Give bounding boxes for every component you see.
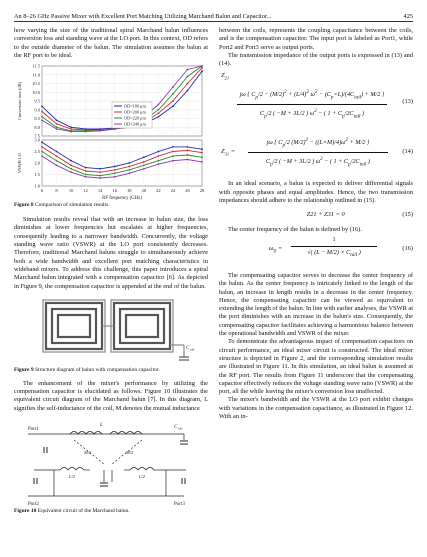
bottom-panel-y-tick-label: 1.0 <box>34 183 40 189</box>
figure-10-caption: Figure 10 Equivalent circuit of the Marchand balun. <box>14 508 130 515</box>
top-panel-point <box>172 106 174 108</box>
x-tick-label: 22 <box>156 188 161 194</box>
top-panel-point <box>187 69 189 71</box>
top-panel-point <box>157 104 159 106</box>
bottom-panel-point <box>201 161 203 163</box>
top-panel-point <box>56 123 58 125</box>
top-panel-y-tick-label: 8.5 <box>34 116 40 122</box>
top-panel-point <box>201 67 203 69</box>
right-paragraph-6: To demonstrate the advantageous impact of compensation capacitors on circuit performance, an ideal mixer circuit is constructed. The ideal mixer structure is depicted in Figure 2, and the corresponding simulation results are illustrated in Figure 11. In this simulation, an ideal balun is assumed at the RF port. The results from Figure 11 underscore that the compensating capacitor effectively reduces the voltage standing wave ratio (VSWR) at the port, all the while leaving the mixer's conversion loss unaffected. <box>219 338 413 396</box>
bottom-panel-point <box>41 142 43 144</box>
svg-text:tail: tail <box>190 347 195 352</box>
top-panel-point <box>41 116 43 118</box>
x-tick-label: 14 <box>97 188 103 194</box>
bottom-panel-point <box>70 171 72 173</box>
figure-9-diagram <box>14 295 208 365</box>
bottom-panel-point <box>187 146 189 148</box>
bottom-panel-y-tick-label: 3.0 <box>34 137 40 143</box>
bottom-panel-point <box>201 157 203 159</box>
figure-9-caption: Figure 9 Structure diagram of balun with compensation capacitor. <box>14 366 160 373</box>
capacitor-symbol <box>179 357 189 360</box>
bottom-panel-point <box>56 151 58 153</box>
bottom-panel-y-tick-label: 2.5 <box>34 149 40 155</box>
top-panel-point <box>114 128 116 130</box>
bottom-panel-point <box>157 160 159 162</box>
x-tick-label: 16 <box>112 188 117 194</box>
bottom-panel-point <box>99 171 101 173</box>
running-title: An 8–26 GHz Passive Mixer with Excellent Port Matching Utilizing Marchand Balun and Capacitor... <box>14 13 272 20</box>
bottom-panel-point <box>99 168 101 170</box>
right-paragraph-3: In an ideal scenario, a balun is expected to deliver differential signals with opposite phases and equal amplitudes. Hence, the two transmission impedances should adhere to the relationship outlined in (15). <box>219 180 413 205</box>
bottom-panel-y-tick-label: 1.5 <box>34 172 40 178</box>
svg-text:L/2: L/2 <box>69 474 76 480</box>
x-tick-label: 10 <box>68 188 74 194</box>
bottom-panel-point <box>41 151 43 153</box>
top-panel-y-axis-label: Conversion loss (dB) <box>17 82 22 121</box>
bottom-panel-point <box>56 160 58 162</box>
bottom-panel-point <box>187 150 189 152</box>
bottom-panel-point <box>172 155 174 157</box>
bottom-panel-point <box>85 174 87 176</box>
top-panel-point <box>99 130 101 132</box>
bottom-panel-point <box>187 159 189 161</box>
bottom-panel-point <box>85 167 87 169</box>
bottom-panel-point <box>70 168 72 170</box>
bottom-panel-point <box>201 148 203 150</box>
bottom-panel-point <box>172 146 174 148</box>
bottom-panel-point <box>56 155 58 157</box>
x-axis-label: RF frequency (GHz) <box>102 196 142 202</box>
running-header <box>14 8 413 20</box>
top-panel-point <box>187 76 189 78</box>
svg-text:L: L <box>100 423 103 429</box>
top-panel-point <box>187 90 189 92</box>
right-paragraph-7: The mixer's bandwidth and the VSWR at the LO port exhibit changes with variations in the compensation capacitance, as illustrated in Figure 12. With an in- <box>219 396 413 421</box>
bottom-panel-y-tick-label: 2.0 <box>34 160 40 166</box>
right-paragraph-4: The center frequency of the balun is defined by (16). <box>228 225 362 233</box>
top-panel-point <box>85 131 87 133</box>
top-panel-point <box>157 116 159 118</box>
top-panel-point <box>172 93 174 95</box>
x-tick-label: 26 <box>185 188 190 194</box>
bottom-panel-point <box>85 176 87 178</box>
right-paragraph-5: The compensating capacitor serves to decrease the center frequency of the balun. As the center frequency is intricately linked to the length of the balun, an increase in length results in a decrease in the center frequency. Hence, the compensating capacitor can be viewed as equivalent to extending the length of the balun. In line with earlier analyses, the VSWR at the port diminishes with an increase in the balun's size. Consequently, the compensating capacitor facilitates achieving a harmonious balance between the operational bandwidth and VSWR of the mixer. <box>219 271 413 338</box>
top-panel-y-tick-label: 9.0 <box>34 107 40 113</box>
bottom-panel-series-2 <box>42 152 202 176</box>
top-panel-point <box>157 109 159 111</box>
bottom-panel-point <box>157 163 159 165</box>
svg-text:Port2: Port2 <box>28 502 39 508</box>
equation-14: $Z_{31}$ = jω { $C_p/2$ $(M/2)^2 - ((L\times M)/4)\omega^2 + M/2$ } $C_p/2$ ( −M + 3L/2 ) $\omega^2$ − ( $1 + C_p/2C_{tail}$ ) (14) <box>221 137 413 168</box>
figure-8-chart <box>14 62 208 202</box>
top-panel-y-tick-label: 11.5 <box>32 63 40 69</box>
header-rule <box>14 21 413 22</box>
top-panel-y-tick-label: 9.5 <box>34 98 40 104</box>
bottom-panel-point <box>99 177 101 179</box>
svg-text:Port3: Port3 <box>174 502 185 508</box>
right-paragraph-1: between the coils, represents the coupling capacitance between the coils, and is the compensation capacitor. The input port is labeled as Port1, while Port2 and Port3 serve as output ports. <box>219 27 413 51</box>
top-panel-y-tick-label: 10.0 <box>32 90 40 96</box>
figure-8-caption: Figure 8 Comparison of simulation results. <box>14 202 110 209</box>
right-column <box>219 27 413 421</box>
bottom-panel-point <box>128 166 130 168</box>
legend-label: OD=180 μm <box>124 103 146 109</box>
bottom-panel-point <box>201 152 203 154</box>
x-tick-label: 8 <box>55 188 58 194</box>
top-panel-point <box>56 127 58 129</box>
equation-13: $Z_{21}$ jω { $C_p/2 - (M/2)^2 + (L/4)^2$ $\omega^2 - (C_p\times L)/(4C_{tail}) + M/2$ } $C_p/2$ ( −M + 3L/2 ) $\omega^2$ − ( $1 + C_p/2C_{tail}$ ) (13) <box>221 72 413 120</box>
bottom-panel-y-axis-label: VSWR LO <box>17 153 22 174</box>
top-panel-point <box>56 120 58 122</box>
bottom-panel-point <box>172 160 174 162</box>
svg-text:L/2: L/2 <box>139 474 146 480</box>
bottom-panel-point <box>128 173 130 175</box>
svg-text:tail: tail <box>178 426 183 431</box>
bottom-panel-point <box>114 176 116 178</box>
bottom-panel-point <box>70 160 72 162</box>
bottom-panel-series-3 <box>42 156 202 178</box>
x-tick-label: 6 <box>40 188 44 194</box>
svg-text:M/2: M/2 <box>126 450 134 456</box>
bottom-panel-point <box>172 151 174 153</box>
bottom-panel-point <box>85 170 87 172</box>
bottom-panel-point <box>41 146 43 148</box>
bottom-panel-point <box>157 155 159 157</box>
bottom-panel-point <box>143 161 145 163</box>
left-paragraph-2: Simulation results reveal that with an increase in balun size, the loss diminishes at lower frequencies but escalates at higher frequencies, consequently leading to a narrower bandwidth. Concurrently, the voltage standing wave ratio (VSWR) at the LO port consistently decreases. Therefore, traditional Marchand baluns struggle to simultaneously achieve both a wide bandwidth and excellent port matching characteristics in wideband mixers. To address this challenge, this paper introduces a spiral Marchand balun integrated with a compensation capacitor [6]. As depicted in Figure 9, the compensation capacitor is appended at the end of the balun. <box>14 216 208 290</box>
bottom-panel-point <box>143 168 145 170</box>
bottom-panel-point <box>114 166 116 168</box>
bottom-panel-point <box>128 162 130 164</box>
top-panel-point <box>70 128 72 130</box>
bottom-panel-point <box>41 155 43 157</box>
left-paragraph-3: The enhancement of the mixer's performance by utilizing the compensation capacitor is elucidated as follows. Figure 10 illustrates the equivalent circuit diagram of the Marchand balun [7]. In this diagram, L signifies the self-inductance of the coil, M denotes the mutual inductance <box>14 379 208 412</box>
right-paragraph-2: The transmission impedance of the output ports is expressed in (13) and (14). <box>219 51 413 68</box>
legend-label: OD=240 μm <box>124 121 146 127</box>
top-panel-point <box>172 86 174 88</box>
svg-text:M/2: M/2 <box>84 450 92 456</box>
bottom-panel-point <box>143 157 145 159</box>
svg-text:Port1: Port1 <box>28 427 39 433</box>
svg-text:C: C <box>174 425 178 431</box>
x-tick-label: 12 <box>83 188 88 194</box>
left-column <box>14 27 208 515</box>
bottom-panel-point <box>157 151 159 153</box>
bottom-panel-series-1 <box>42 147 202 172</box>
figure-10-circuit <box>14 416 208 508</box>
top-panel-point <box>201 65 203 67</box>
top-panel-point <box>157 113 159 115</box>
page-number: 425 <box>403 13 413 20</box>
top-panel-point <box>41 120 43 122</box>
bottom-panel-point <box>128 169 130 171</box>
equation-15: Z21 + Z31 = 0 (15) <box>306 211 413 219</box>
bottom-panel-point <box>143 165 145 167</box>
top-panel-point <box>70 131 72 133</box>
left-paragraph-1: how varying the size of the traditional spiral Marchand balun influences conversion loss and standing wave at the LO port. In this context, OD refers to the outside diameter of the balun. The simulation assumes the balun at the RF port to be ideal. <box>14 27 208 59</box>
bottom-panel-point <box>99 175 101 177</box>
top-panel-y-tick-label: 8.0 <box>34 125 40 131</box>
top-panel-point <box>187 83 189 85</box>
x-tick-label: 24 <box>170 188 176 194</box>
bottom-panel-point <box>70 165 72 167</box>
top-panel-y-tick-label: 7.5 <box>34 133 40 139</box>
bottom-panel-point <box>114 173 116 175</box>
top-panel-point <box>70 127 72 129</box>
x-tick-label: 18 <box>127 188 132 194</box>
equation-16: $\omega_0$ = 1 √( $(L - M/2) \times C_{tail}$ ) (16) <box>269 235 413 259</box>
top-panel-point <box>56 128 58 130</box>
top-panel-point <box>41 111 43 113</box>
x-tick-label: 28 <box>199 188 205 194</box>
bottom-panel-point <box>114 169 116 171</box>
svg-text:C: C <box>186 345 190 351</box>
legend-label: OD=220 μm <box>124 115 146 121</box>
bottom-panel-point <box>56 165 58 167</box>
top-panel-point <box>41 106 43 108</box>
top-panel-y-tick-label: 11.0 <box>32 72 40 78</box>
top-panel-point <box>201 71 203 73</box>
x-tick-label: 20 <box>141 188 147 194</box>
bottom-panel-point <box>187 154 189 156</box>
top-panel-y-tick-label: 10.5 <box>32 81 40 87</box>
top-panel-point <box>172 100 174 102</box>
legend-label: OD=200 μm <box>124 109 146 115</box>
